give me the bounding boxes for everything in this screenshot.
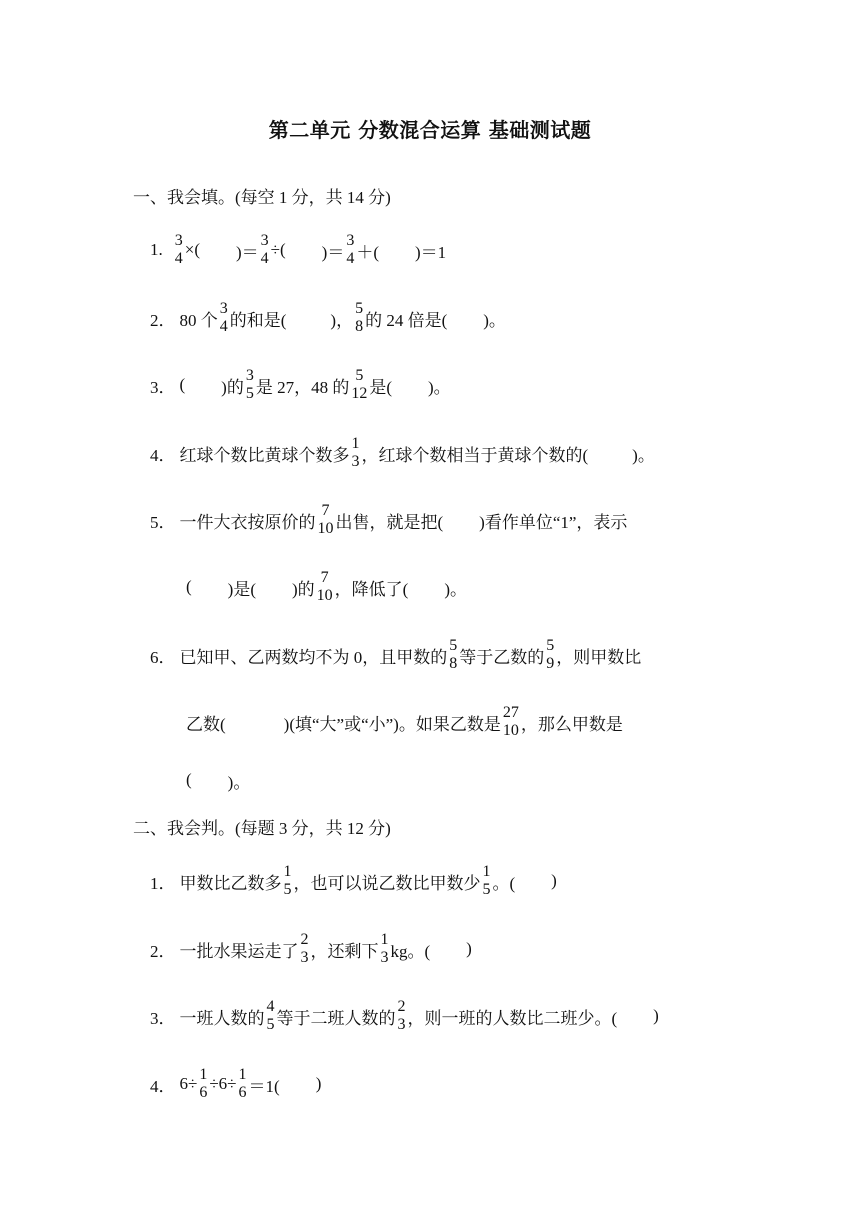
fraction: 5 9 — [546, 637, 555, 672]
fraction: 1 3 — [351, 435, 360, 470]
fraction: 2 3 — [397, 998, 406, 1033]
fraction: 3 4 — [219, 300, 228, 335]
fraction: 4 5 — [266, 998, 275, 1033]
question-2-1: 1． 甲数比乙数多 1 5 ，也可以说乙数比甲数少 1 5 。( ) — [150, 863, 557, 898]
fraction: 27 10 — [502, 704, 519, 739]
section-2-heading: 二、我会判。(每题 3 分，共 12 分) — [133, 818, 391, 838]
question-1-1: 1. 3 4 ×( )＝ 3 4 ÷( )＝ 3 4 ＋( )＝1 — [150, 232, 447, 267]
fraction: 3 4 — [174, 232, 183, 267]
fraction: 1 6 — [238, 1066, 247, 1101]
fraction: 7 10 — [316, 569, 333, 604]
question-1-6: 6． 已知甲、乙两数均不为 0，且甲数的 5 8 等于乙数的 5 9 ，则甲数比 — [150, 637, 642, 672]
question-1-6-line-3: ( )。 — [186, 770, 251, 792]
question-2-4: 4． 6÷ 1 6 ÷6÷ 1 6 ＝1( ) — [150, 1066, 322, 1101]
question-1-4: 4． 红球个数比黄球个数多 1 3 ，红球个数相当于黄球个数的( )。 — [150, 435, 655, 470]
fraction: 5 12 — [351, 367, 368, 402]
fraction: 7 10 — [317, 502, 334, 537]
section-1-heading: 一、我会填。(每空 1 分，共 14 分) — [133, 187, 391, 207]
fraction: 3 5 — [245, 367, 254, 402]
fraction: 1 3 — [380, 931, 389, 966]
question-1-6-line-2: 乙数( )(填“大”或“小”)。如果乙数是 27 10 ，那么甲数是 — [186, 704, 623, 739]
page-title: 第二单元 分数混合运算 基础测试题 — [268, 118, 592, 142]
question-2-2: 2． 一批水果运走了 2 3 ，还剩下 1 3 kg。( ) — [150, 931, 472, 966]
fraction: 5 8 — [355, 300, 364, 335]
fraction: 5 8 — [449, 637, 458, 672]
fraction: 3 4 — [346, 232, 355, 267]
fraction: 2 3 — [300, 931, 309, 966]
fraction: 1 6 — [199, 1066, 208, 1101]
question-1-5: 5． 一件大衣按原价的 7 10 出售，就是把( )看作单位“1”，表示 — [150, 502, 628, 537]
question-1-2: 2． 80 个 3 4 的和是( )， 5 8 的 24 倍是( )。 — [150, 300, 506, 335]
fraction: 3 4 — [260, 232, 269, 267]
question-number: 1. — [150, 240, 163, 259]
question-1-3: 3． ( )的 3 5 是 27，48 的 5 12 是( )。 — [150, 367, 451, 402]
question-2-3: 3． 一班人数的 4 5 等于二班人数的 2 3 ，则一班的人数比二班少。( ) — [150, 998, 659, 1033]
question-1-5-line-2: ( )是( )的 7 10 ，降低了( )。 — [186, 569, 468, 604]
fraction: 1 5 — [482, 863, 491, 898]
fraction: 1 5 — [283, 863, 292, 898]
